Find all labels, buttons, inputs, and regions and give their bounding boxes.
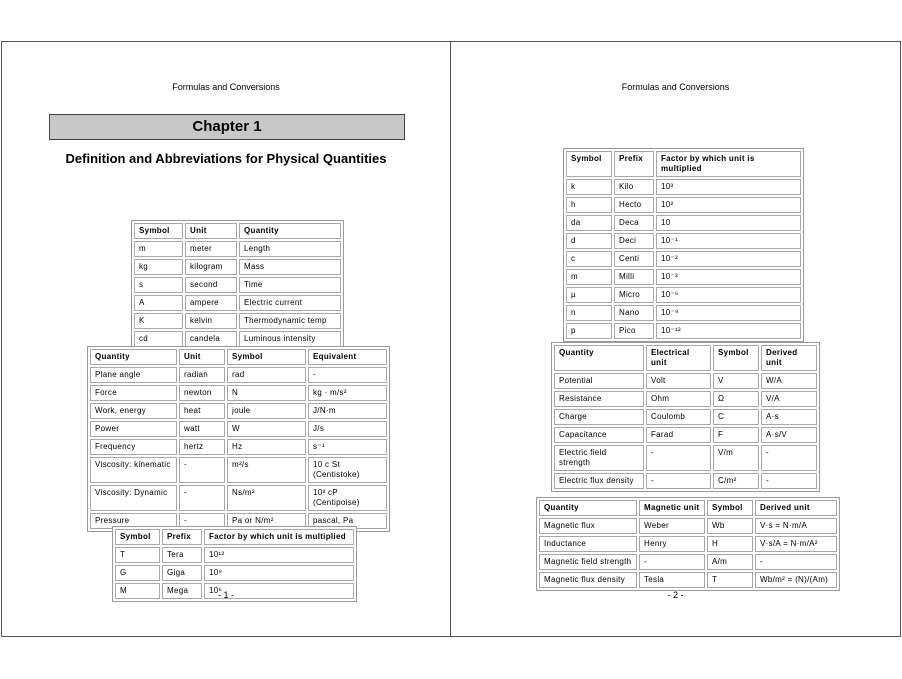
table-cell: pascal, Pa	[308, 513, 387, 529]
table-cell: Length	[239, 241, 341, 257]
table-cell: 10⁻⁹	[656, 305, 801, 321]
table-cell: Ohm	[646, 391, 711, 407]
table-cell: rad	[227, 367, 306, 383]
table-cell: Capacitance	[554, 427, 644, 443]
table-cell: 10⁹	[204, 565, 354, 581]
table-cell: c	[566, 251, 612, 267]
table-cell: joule	[227, 403, 306, 419]
column-header: Electrical unit	[646, 345, 711, 371]
table-cell: 10³ cP (Centipoise)	[308, 485, 387, 511]
table-row	[566, 233, 801, 249]
table-cell: -	[646, 445, 711, 471]
table-cell: Henry	[639, 536, 705, 552]
table-row	[554, 445, 817, 471]
table-cell: Coulomb	[646, 409, 711, 425]
table-cell: 10⁶	[204, 583, 354, 599]
table-header-row	[566, 151, 801, 177]
table-cell: 10⁻¹	[656, 233, 801, 249]
table-cell: V/m	[713, 445, 759, 471]
table-cell: Electric flux density	[554, 473, 644, 489]
table-cell: Magnetic field strength	[539, 554, 637, 570]
table-row	[134, 295, 341, 311]
table-cell: F	[713, 427, 759, 443]
table-cell: d	[566, 233, 612, 249]
table-row	[566, 305, 801, 321]
table-row	[539, 536, 837, 552]
table-cell: Hecto	[614, 197, 654, 213]
table-cell: Inductance	[539, 536, 637, 552]
table-row	[566, 269, 801, 285]
table-row	[566, 197, 801, 213]
table-cell: Weber	[639, 518, 705, 534]
table-row	[115, 565, 354, 581]
table-cell: T	[115, 547, 160, 563]
table-cell: cd	[134, 331, 183, 347]
table-cell: Wb	[707, 518, 753, 534]
table-cell: H	[707, 536, 753, 552]
table-cell: N	[227, 385, 306, 401]
si-base-units-table	[131, 220, 344, 350]
table-row	[566, 323, 801, 339]
table-cell: s⁻¹	[308, 439, 387, 455]
column-header: Symbol	[713, 345, 759, 371]
table-cell: Deci	[614, 233, 654, 249]
table-cell: T	[707, 572, 753, 588]
table-cell: Force	[90, 385, 177, 401]
table-cell: -	[761, 445, 817, 471]
table-cell: meter	[185, 241, 237, 257]
table-cell: Milli	[614, 269, 654, 285]
table-cell: A	[134, 295, 183, 311]
table-cell: V/A	[761, 391, 817, 407]
table-cell: Pressure	[90, 513, 177, 529]
table-cell: A·s/V	[761, 427, 817, 443]
running-header: Formulas and Conversions	[172, 82, 280, 92]
table-row	[90, 385, 387, 401]
table-cell: Tesla	[639, 572, 705, 588]
table-cell: Viscosity: kinematic	[90, 457, 177, 483]
table-cell: -	[179, 485, 225, 511]
table-cell: A/m	[707, 554, 753, 570]
table-cell: 10³	[656, 179, 801, 195]
column-header: Prefix	[162, 529, 202, 545]
table-cell: M	[115, 583, 160, 599]
table-cell: µ	[566, 287, 612, 303]
column-header: Equivalent	[308, 349, 387, 365]
table-cell: Tera	[162, 547, 202, 563]
table-cell: Ω	[713, 391, 759, 407]
table-row	[554, 409, 817, 425]
table-cell: Pa or N/m²	[227, 513, 306, 529]
table-cell: Magnetic flux	[539, 518, 637, 534]
table-cell: Resistance	[554, 391, 644, 407]
table-cell: C/m²	[713, 473, 759, 489]
column-header: Symbol	[227, 349, 306, 365]
table-row	[90, 485, 387, 511]
table-cell: Hz	[227, 439, 306, 455]
table-row	[134, 331, 341, 347]
electrical-units-table	[551, 342, 820, 492]
table-cell: kg	[134, 259, 183, 275]
table-header-row	[539, 500, 837, 516]
table-cell: m²/s	[227, 457, 306, 483]
table-header-row	[554, 345, 817, 371]
derived-units-table	[87, 346, 390, 532]
column-header: Unit	[185, 223, 237, 239]
table-row	[554, 391, 817, 407]
table-row	[90, 367, 387, 383]
table-row	[134, 259, 341, 275]
table-cell: 10²	[656, 197, 801, 213]
table-cell: Power	[90, 421, 177, 437]
table-cell: -	[308, 367, 387, 383]
table-cell: kilogram	[185, 259, 237, 275]
table-row	[90, 439, 387, 455]
page-number: - 1 -	[217, 590, 234, 600]
magnetic-units-table	[536, 497, 840, 591]
table-row	[566, 179, 801, 195]
table-cell: W/A	[761, 373, 817, 389]
table-cell: 10¹²	[204, 547, 354, 563]
section-title: Definition and Abbreviations for Physical Quantities	[65, 151, 387, 166]
table-row	[566, 215, 801, 231]
page-number: - 2 -	[667, 590, 684, 600]
table-cell: Luminous intensity	[239, 331, 341, 347]
table-cell: second	[185, 277, 237, 293]
column-header: Prefix	[614, 151, 654, 177]
column-header: Factor by which unit is multiplied	[204, 529, 354, 545]
table-cell: Charge	[554, 409, 644, 425]
table-cell: V	[713, 373, 759, 389]
table-cell: heat	[179, 403, 225, 419]
table-cell: ampere	[185, 295, 237, 311]
table-cell: Kilo	[614, 179, 654, 195]
table-header-row	[115, 529, 354, 545]
table-cell: candela	[185, 331, 237, 347]
table-cell: k	[566, 179, 612, 195]
table-cell: Thermodynamic temp	[239, 313, 341, 329]
table-row	[554, 473, 817, 489]
table-row	[539, 572, 837, 588]
table-cell: -	[179, 513, 225, 529]
table-cell: A·s	[761, 409, 817, 425]
table-cell: 10 c St (Centistoke)	[308, 457, 387, 483]
table-cell: Work, energy	[90, 403, 177, 419]
table-header-row	[90, 349, 387, 365]
table-cell: Mass	[239, 259, 341, 275]
column-header: Symbol	[115, 529, 160, 545]
column-header: Factor by which unit is multiplied	[656, 151, 801, 177]
page-2	[450, 41, 901, 637]
table-cell: -	[639, 554, 705, 570]
table-cell: newton	[179, 385, 225, 401]
table-cell: 10⁻³	[656, 269, 801, 285]
table-cell: J/N·m	[308, 403, 387, 419]
table-cell: m	[566, 269, 612, 285]
column-header: Derived unit	[761, 345, 817, 371]
table-cell: Farad	[646, 427, 711, 443]
running-header: Formulas and Conversions	[621, 82, 730, 92]
table-cell: Wb/m² = (N)/(Am)	[755, 572, 837, 588]
page-1	[1, 41, 451, 637]
table-row	[554, 427, 817, 443]
table-row	[566, 287, 801, 303]
table-cell: s	[134, 277, 183, 293]
table-cell: kg · m/s²	[308, 385, 387, 401]
table-cell: -	[755, 554, 837, 570]
column-header: Unit	[179, 349, 225, 365]
table-cell: C	[713, 409, 759, 425]
table-cell: -	[179, 457, 225, 483]
table-cell: K	[134, 313, 183, 329]
table-cell: Electric field strength	[554, 445, 644, 471]
table-row	[539, 554, 837, 570]
table-cell: Potential	[554, 373, 644, 389]
table-cell: Plane angle	[90, 367, 177, 383]
table-cell: Viscosity: Dynamic	[90, 485, 177, 511]
table-cell: n	[566, 305, 612, 321]
table-cell: radian	[179, 367, 225, 383]
table-cell: W	[227, 421, 306, 437]
table-cell: Centi	[614, 251, 654, 267]
table-cell: p	[566, 323, 612, 339]
table-row	[90, 421, 387, 437]
table-cell: Micro	[614, 287, 654, 303]
column-header: Derived unit	[755, 500, 837, 516]
table-row	[566, 251, 801, 267]
table-cell: da	[566, 215, 612, 231]
table-cell: Nano	[614, 305, 654, 321]
table-cell: kelvin	[185, 313, 237, 329]
table-row	[134, 277, 341, 293]
table-row	[115, 547, 354, 563]
table-cell: h	[566, 197, 612, 213]
table-cell: m	[134, 241, 183, 257]
column-header: Quantity	[239, 223, 341, 239]
column-header: Symbol	[134, 223, 183, 239]
table-cell: Electric current	[239, 295, 341, 311]
table-row	[554, 373, 817, 389]
table-row	[90, 403, 387, 419]
table-row	[134, 241, 341, 257]
column-header: Magnetic unit	[639, 500, 705, 516]
table-header-row	[134, 223, 341, 239]
table-cell: Deca	[614, 215, 654, 231]
table-cell: J/s	[308, 421, 387, 437]
column-header: Quantity	[90, 349, 177, 365]
column-header: Symbol	[566, 151, 612, 177]
table-cell: Magnetic flux density	[539, 572, 637, 588]
table-cell: Pico	[614, 323, 654, 339]
table-cell: G	[115, 565, 160, 581]
table-cell: Ns/m²	[227, 485, 306, 511]
table-cell: Time	[239, 277, 341, 293]
table-cell: hertz	[179, 439, 225, 455]
table-cell: 10⁻²	[656, 251, 801, 267]
table-cell: Volt	[646, 373, 711, 389]
column-header: Quantity	[554, 345, 644, 371]
table-row	[539, 518, 837, 534]
table-cell: -	[761, 473, 817, 489]
table-cell: V·s/A = N·m/A²	[755, 536, 837, 552]
table-cell: V·s = N·m/A	[755, 518, 837, 534]
column-header: Symbol	[707, 500, 753, 516]
table-cell: 10	[656, 215, 801, 231]
table-row	[134, 313, 341, 329]
table-cell: 10⁻⁶	[656, 287, 801, 303]
table-row	[90, 457, 387, 483]
table-cell: watt	[179, 421, 225, 437]
table-cell: 10⁻¹²	[656, 323, 801, 339]
table-cell: Mega	[162, 583, 202, 599]
table-cell: Frequency	[90, 439, 177, 455]
small-prefix-table	[563, 148, 804, 342]
column-header: Quantity	[539, 500, 637, 516]
table-cell: -	[646, 473, 711, 489]
chapter-heading: Chapter 1	[49, 114, 405, 140]
table-cell: Giga	[162, 565, 202, 581]
